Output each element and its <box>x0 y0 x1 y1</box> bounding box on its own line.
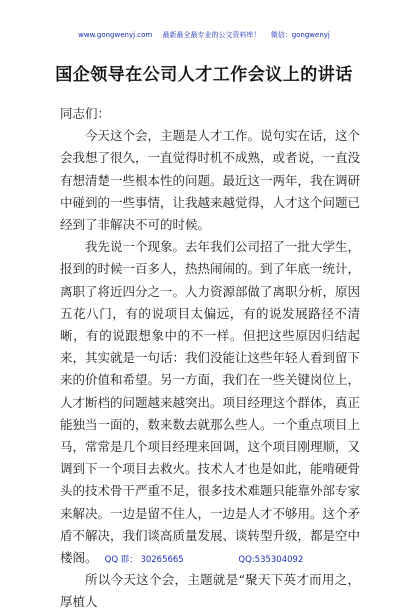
qq-group-text: QQ 群： 30265665 <box>104 555 184 565</box>
paragraph: 今天这个会，主题是人才工作。说句实在话，这个会我想了很久，一直觉得时机不成熟，或者说，一直没有想清楚一些根本性的问题。最近这一两年，我在调研中碰到的一些事情，让我越来越觉得，人才这个问题已经到了非解决不可的时候。 <box>60 128 361 233</box>
document-title: 国企领导在公司人才工作会议上的讲话 <box>55 65 353 85</box>
site-link[interactable]: www.gongwenyj.com <box>78 31 153 39</box>
salutation: 同志们： <box>60 106 111 121</box>
slogan-text: 最新最全最专业的公文资料库！ <box>162 31 261 39</box>
paragraph: 我先说一个现象。去年我们公司招了一批大学生，报到的时候一百多人，热热闹闹的。到了年底一统计，离职了将近四分之一。人力资源部做了离职分析，原因五花八门，有的说项目太偏远，有的说发展路径不清晰，有的说跟想象中的不一样。但把这些原因归结起来，其实就是一句话：我们没能让这些年轻人看到留下来的价值和希望。另一方面，我们在一些关键岗位上，人才断档的问题越来越突出。项目经理这个群体，真正能独当一面的，数来数去就那么些人。一个重点项目上马，常常是几个项目经理来回调，这个项目刚理顺，又调到下一个项目去救火。技术人才也是如此，能啃硬骨头的技术骨干严重不足，很多技术难题只能靠外部专家来解决。一边是留不住人，一边是人才不够用。这个矛盾不解决，我们谈高质量发展、谈转型升级，都是空中楼阁。 <box>60 239 361 566</box>
qq-number-text: QQ:535304092 <box>238 555 304 565</box>
document-body <box>60 103 360 614</box>
footer-banner <box>0 553 408 565</box>
paragraph: 所以今天这个会，主题就是“聚天下英才而用之，厚植人 <box>60 572 360 610</box>
header-banner <box>0 30 408 40</box>
wechat-text: 微信：gongwenyj <box>270 31 330 39</box>
